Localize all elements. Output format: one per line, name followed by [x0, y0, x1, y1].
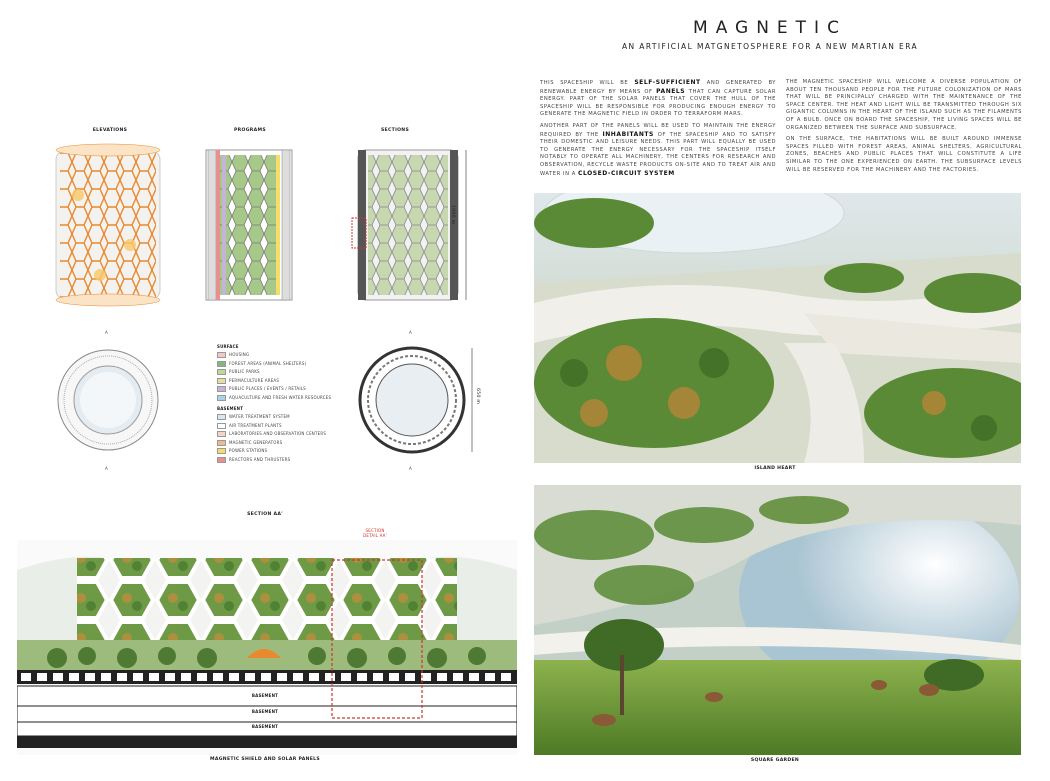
legend-item	[217, 361, 367, 367]
text-run: THIS SPACESHIP WILL BE	[540, 80, 635, 86]
legend-item	[217, 386, 367, 392]
legend-item	[217, 423, 367, 429]
legend-item	[217, 395, 367, 401]
program-legend	[217, 344, 367, 466]
legend-swatch	[217, 457, 226, 463]
legend-basement-list	[217, 414, 367, 463]
text-run: AND GENERATED BY RENEWABLE ENERGY BY MEANS OF	[540, 80, 776, 95]
legend-item	[217, 378, 367, 384]
text-column-right	[786, 79, 1022, 178]
basement-label: BASEMENT	[251, 709, 279, 714]
legend-label: REACTORS AND THRUSTERS	[229, 456, 291, 462]
legend-swatch	[217, 386, 226, 392]
paragraph	[540, 79, 776, 119]
highlight-text: PANELS	[656, 87, 686, 95]
highlight-text: SELF-SUFFICIENT	[634, 79, 701, 86]
legend-swatch	[217, 361, 226, 367]
island-heart-caption: ISLAND HEART	[754, 466, 796, 471]
marker-a-top: A	[105, 330, 108, 335]
legend-label: MAGNETIC GENERATORS	[229, 439, 283, 445]
legend-label: PUBLIC PLACES / EVENTS / RETAILS	[229, 386, 306, 392]
legend-item	[217, 352, 367, 358]
legend-swatch	[217, 395, 226, 401]
legend-label: HOUSING	[229, 352, 250, 357]
legend-item	[217, 448, 367, 454]
sections-label: SECTIONS	[380, 128, 410, 133]
programs-view	[206, 150, 292, 300]
elevation-view	[56, 144, 160, 306]
basement-label: BASEMENT	[251, 693, 279, 698]
legend-label: AIR TREATMENT PLANTS	[229, 422, 282, 428]
square-garden-render	[534, 485, 1021, 755]
legend-label: WATER TREATMENT SYSTEM	[229, 413, 290, 419]
basement-label: BASEMENT	[251, 724, 279, 729]
page-title: MAGNETIC	[693, 18, 847, 38]
elevation-drawings	[40, 135, 490, 310]
legend-item	[217, 414, 367, 420]
paragraph: THE MAGNETIC SPACESHIP WILL WELCOME A DIVERSE POPULATION OF ABOUT TEN THOUSAND PEOPLE FOR THE FUTURE COLONIZATION OF MARS THAT WILL BE PRINCIPALLY CHARGED WITH THE MAINTENANCE OF THE SPACE CENTER. THE HEAT AND LIGHT WILL BE TRANSMITTED THROUGH SIX GIGANTIC COLUMNS IN THE HEART OF THE ISLAND SUCH AS THE FILAMENTS OF A BULB. ONCE ON BOARD THE SPACESHIP, THE LIVING SPACES WILL BE ORGANIZED BETWEEN THE SURFACE AND SUBSURFACE.	[786, 79, 1022, 131]
section-detail-label: SECTION DETAIL AA'	[363, 528, 387, 538]
legend-swatch	[217, 369, 226, 375]
shield-caption: MAGNETIC SHIELD AND SOLAR PANELS	[210, 757, 320, 762]
highlight-text: CLOSED-CIRCUIT SYSTEM	[578, 169, 675, 177]
legend-label: FOREST AREAS (ANIMAL SHELTERS)	[229, 360, 307, 366]
square-garden-caption: SQUARE GARDEN	[750, 758, 800, 763]
legend-label: PERMACULTURE AREAS	[229, 377, 280, 383]
legend-label: POWER STATIONS	[229, 448, 268, 454]
marker-a-bottom: A	[105, 466, 108, 471]
text-run: THAT CAN CAPTURE SOLAR ENERGY. PART OF THE SOLAR PANELS THAT COVER THE HULL OF THE SPACESHIP WILL BE RESPONSIBLE FOR PRODUCING ENOUGH ENERGY TO GENERATE THE MAGNETIC FIELD IN ORDER TO TERRAFORM MARS.	[540, 88, 776, 118]
text-run: OF THE SPACESHIP AND TO SATISFY THEIR DOMESTIC AND LEISURE NEEDS. THIS PART WILL EQUALLY BE USED TO GENERATE THE ENERGY NECESSARY FOR THE SPACESHIP ITSELF NOTABLY TO OPERATE ALL MACHINERY, THE CENTERS FOR RESEARCH AND OBSERVATION, RECYCLE WASTE PRODUCTS ON-SITE AND TO TREAT AIR AND WATER IN A	[540, 131, 776, 177]
legend-item	[217, 431, 367, 437]
legend-swatch	[217, 440, 226, 446]
paragraph: ON THE SURFACE, THE HABITATIONS WILL BE BUILT AROUND IMMENSE SPACES FILLED WITH FOREST AREAS, ANIMAL SHELTERS, AGRICULTURAL ZONES, BEACHES AND PUBLIC PLACES THAT WILL CONSTITUTE A LIFE SIMILAR TO THE ONE EXPERIENCED ON EARTH. THE SUBSURFACE LEVELS WILL BE RESERVED FOR THE MACHINERY AND THE FACTORIES.	[786, 136, 1022, 173]
island-heart-render	[534, 193, 1021, 463]
section-plan	[360, 348, 472, 452]
text-column-left	[540, 79, 776, 182]
marker-a-top: A	[409, 330, 412, 335]
section-view	[352, 150, 466, 300]
elevations-label: ELEVATIONS	[92, 128, 128, 133]
legend-label: AQUACULTURE AND FRESH WATER RESOURCES	[229, 394, 332, 400]
legend-label: LABORATORIES AND OBSERVATION CENTERS	[229, 431, 327, 437]
page-subtitle: AN ARTIFICIAL MATGNETOSPHERE FOR A NEW MARTIAN ERA	[621, 42, 919, 51]
legend-basement-title: BASEMENT	[217, 405, 244, 411]
legend-surface-list	[217, 352, 367, 401]
legend-swatch	[217, 448, 226, 454]
section-aa-drawing	[17, 540, 517, 755]
section-aa-title: SECTION AA'	[247, 512, 283, 517]
legend-surface-title: SURFACE	[217, 344, 239, 349]
legend-label: PUBLIC PARKS	[229, 369, 260, 375]
legend-item	[217, 440, 367, 446]
legend-item	[217, 369, 367, 375]
legend-swatch	[217, 414, 226, 420]
legend-swatch	[217, 352, 226, 358]
legend-swatch	[217, 431, 226, 437]
paragraph	[540, 123, 776, 178]
legend-item	[217, 457, 367, 463]
legend-swatch	[217, 423, 226, 429]
elevation-plan	[58, 350, 158, 450]
width-dimension: 650 m	[475, 388, 480, 405]
height-dimension: 1000 m	[450, 205, 455, 225]
text-run: ANOTHER PART OF THE PANELS WILL BE USED TO MAINTAIN THE ENERGY REQUIRED BY THE	[540, 122, 776, 138]
programs-label: PROGRAMS	[234, 128, 266, 133]
marker-a-bottom: A	[409, 466, 412, 471]
legend-swatch	[217, 378, 226, 384]
highlight-text: INHABITANTS	[602, 130, 654, 138]
